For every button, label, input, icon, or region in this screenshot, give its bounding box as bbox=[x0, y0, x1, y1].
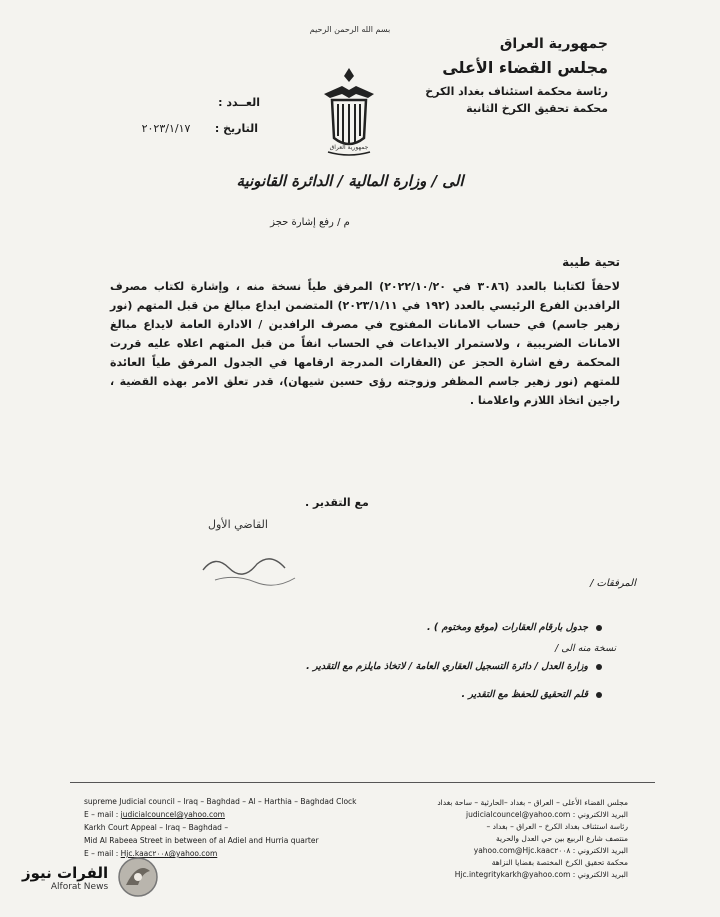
bismillah: بسم الله الرحمن الرحيم bbox=[309, 25, 391, 34]
presidency-name: رئاسة محكمة استئناف بغداد الكرخ bbox=[425, 85, 608, 98]
council-email-link[interactable]: judicialcouncel@yahoo.com bbox=[120, 810, 225, 819]
watermark-english: Alforat News bbox=[50, 881, 109, 892]
subject: م / رفع إشارة حجز bbox=[270, 217, 350, 228]
footer-divider bbox=[70, 782, 655, 783]
court-name: محكمة تحقيق الكرخ الثانية bbox=[466, 102, 608, 115]
footer-english: supreme Judicial council – Iraq – Baghdad – Al – Harthia – Baghdad Clock E – mail : judicialcouncel@yahoo.com Karkh Court Appeal – Iraq – Baghdad – Mid Al Rabeea Street in between of al Adiel and Hurria quarter E – mail : Hjc.kaac٢٠٠٨@yahoo.com bbox=[84, 797, 357, 858]
bullet-icon bbox=[596, 664, 602, 670]
letter-body: لاحقاً لكتابنا بالعدد (٣٠٨٦ في ٢٠٢٢/١٠/٢٠) المرفق طياً نسخة منه ، وإشارة لكتاب مصرف الرافدين الفرع الرئيسي بالعدد (١٩٢ في ٢٠٢٣/١/١١) المتضمن ايداع مبالغ من قبل المتهم (نور زهير جاسم) في حساب الامانات المفتوح في مصرف الرافدين / الادارة العامة لايداع مبالغ الامانات الضريبية ، ولاستمرار الايداعات في الحساب انفاً من قبل المتهم اعلاه عليه قررت المحكمة رفع اشارة الحجز عن (العقارات المدرجة ارقامها في الجدول المرفق طياً العائدة للمتهم (نور زهير جاسم المظفر وزوجته رؤى حسين شيهان)، قدر تعلق الامر بهذه القضية ، راجين اتخاذ اللازم واعلامنا . bbox=[110, 280, 621, 407]
copy-item: وزارة العدل / دائرة التسجيل العقاري العامة / لاتخاذ مايلزم مع التقدير . bbox=[306, 661, 602, 672]
alforat-logo-icon bbox=[116, 855, 160, 899]
copies-list bbox=[306, 661, 602, 700]
attachments-title: المرفقات / bbox=[590, 578, 636, 589]
bullet-icon bbox=[596, 692, 602, 698]
addressee: الى / وزارة المالية / الدائرة القانونية bbox=[236, 172, 464, 190]
emblem-caption: جمهورية العراق bbox=[329, 144, 369, 151]
letterhead-right bbox=[378, 36, 608, 115]
court-email-link[interactable]: Hjc.kaac٢٠٠٨@yahoo.com bbox=[120, 849, 218, 858]
attachment-item: جدول بارقام العقارات (موقع ومختوم ) . bbox=[427, 622, 602, 633]
date-value: ٢٠٢٣/١/١٧ bbox=[141, 122, 191, 135]
copy-item: قلم التحقيق للحفظ مع التقدير . bbox=[306, 689, 602, 700]
country-name: جمهورية العراق bbox=[499, 36, 608, 52]
attachments-list bbox=[427, 622, 602, 633]
alforat-watermark bbox=[22, 855, 160, 899]
closing: مع التقدير . bbox=[305, 496, 369, 509]
watermark-arabic: الفرات نيوز bbox=[22, 863, 109, 882]
number-label: العــدد : bbox=[218, 96, 260, 109]
bullet-icon bbox=[596, 625, 602, 631]
copies-title: نسخة منه الى / bbox=[555, 643, 617, 654]
signatory-title: القاضي الأول bbox=[208, 518, 268, 531]
council-name: مجلس القضاء الأعلى bbox=[442, 58, 608, 77]
signature-scribble bbox=[195, 540, 305, 590]
footer-arabic: مجلس القضاء الأعلى – العراق – بغداد –الحارثية – ساحة بغداد البريد الالكتروني : judicialcouncel@yahoo.com رئاسة استئناف بغداد الكرخ – العراق – بغداد – منتصف شارع الربيع بين حي العدل والحرية البريد الالكتروني : Hjc.kaac٢٠٠٨@yahoo.com محكمة تحقيق الكرخ المختصة بقضايا النزاهة البريد الالكتروني : Hjc.integritykarkh@yahoo.com bbox=[437, 798, 628, 879]
greeting: تحية طيبة bbox=[562, 255, 620, 269]
date-label: التاريخ : bbox=[214, 122, 258, 135]
